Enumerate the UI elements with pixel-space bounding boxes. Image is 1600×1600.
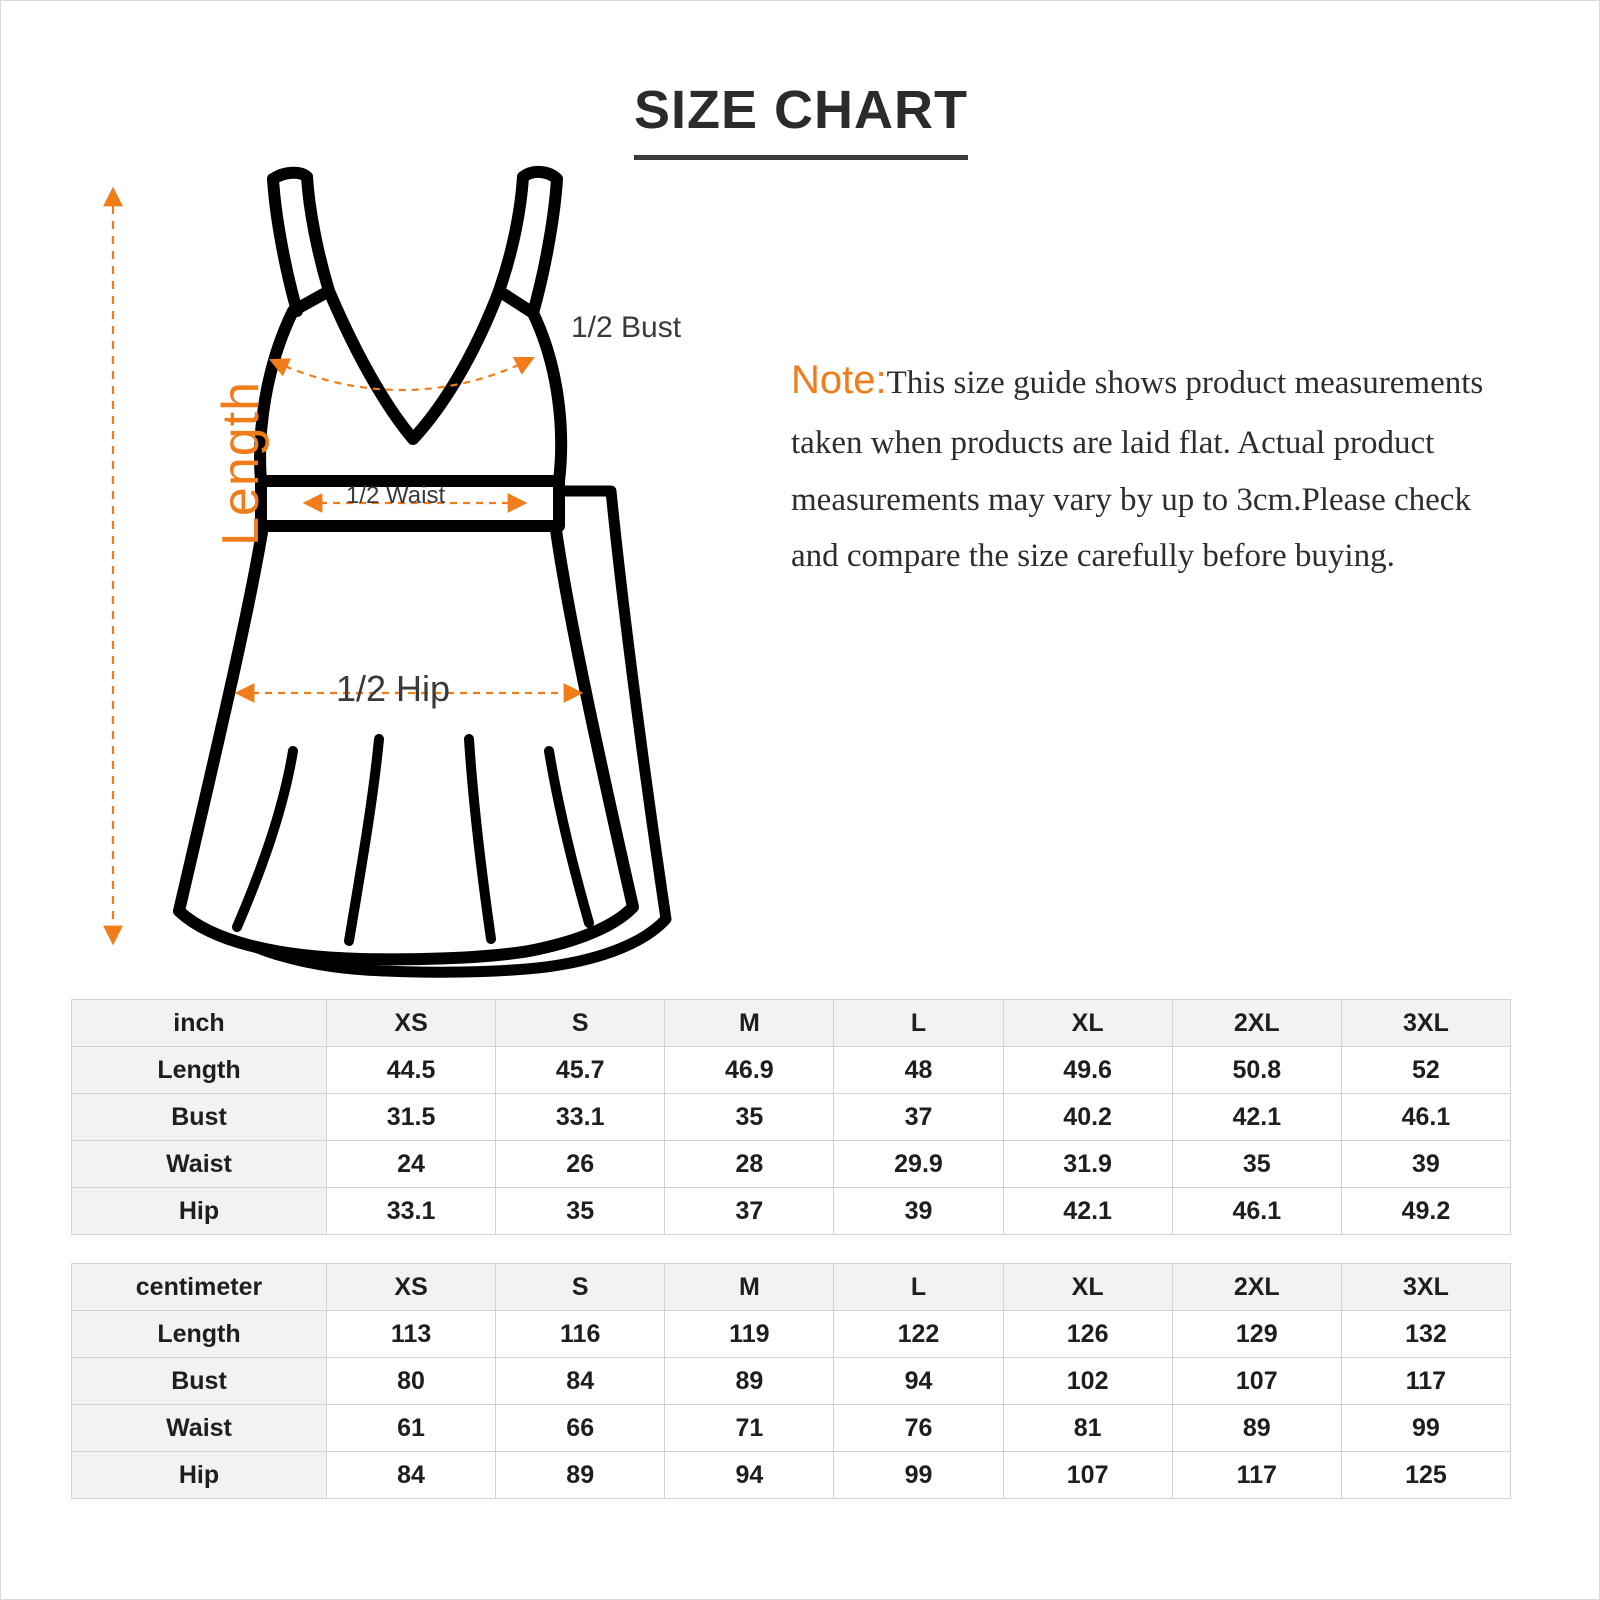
table-row bbox=[72, 1094, 1511, 1141]
cell-bust-2xl: 107 bbox=[1172, 1358, 1341, 1405]
cell-hip-2xl: 117 bbox=[1172, 1452, 1341, 1499]
note-body: This size guide shows product measurements taken when products are laid flat. Actual product measurements may vary by up to 3cm.Please check and compare the size carefully before buying. bbox=[791, 365, 1484, 575]
table-row bbox=[72, 1047, 1511, 1094]
col-header-2xl: 2XL bbox=[1172, 1264, 1341, 1311]
cell-hip-s: 89 bbox=[496, 1452, 665, 1499]
page-title: SIZE CHART bbox=[634, 79, 968, 160]
cell-length-3xl: 132 bbox=[1341, 1311, 1510, 1358]
cell-length-l: 122 bbox=[834, 1311, 1003, 1358]
cell-waist-xs: 61 bbox=[327, 1405, 496, 1452]
cell-bust-xl: 102 bbox=[1003, 1358, 1172, 1405]
cell-length-3xl: 52 bbox=[1341, 1047, 1510, 1094]
cell-bust-xl: 40.2 bbox=[1003, 1094, 1172, 1141]
col-header-xl: XL bbox=[1003, 1264, 1172, 1311]
cell-hip-xl: 107 bbox=[1003, 1452, 1172, 1499]
note-block bbox=[791, 346, 1521, 585]
col-header-xl: XL bbox=[1003, 1000, 1172, 1047]
col-header-xs: XS bbox=[327, 1000, 496, 1047]
cell-bust-m: 35 bbox=[665, 1094, 834, 1141]
cell-length-l: 48 bbox=[834, 1047, 1003, 1094]
cell-length-2xl: 50.8 bbox=[1172, 1047, 1341, 1094]
cell-hip-2xl: 46.1 bbox=[1172, 1188, 1341, 1235]
row-label-waist: Waist bbox=[72, 1141, 327, 1188]
half-bust-label: 1/2 Bust bbox=[571, 311, 682, 344]
cell-bust-s: 33.1 bbox=[496, 1094, 665, 1141]
inch-size-table bbox=[71, 999, 1511, 1235]
cell-bust-3xl: 46.1 bbox=[1341, 1094, 1510, 1141]
col-header-l: L bbox=[834, 1264, 1003, 1311]
table-header-row bbox=[72, 1000, 1511, 1047]
col-header-l: L bbox=[834, 1000, 1003, 1047]
cell-bust-xs: 80 bbox=[327, 1358, 496, 1405]
cell-hip-xs: 33.1 bbox=[327, 1188, 496, 1235]
row-label-hip: Hip bbox=[72, 1188, 327, 1235]
cell-waist-m: 71 bbox=[665, 1405, 834, 1452]
centimeter-size-table bbox=[71, 1263, 1511, 1499]
cell-waist-3xl: 39 bbox=[1341, 1141, 1510, 1188]
table-row bbox=[72, 1141, 1511, 1188]
cell-length-s: 116 bbox=[496, 1311, 665, 1358]
cell-hip-m: 94 bbox=[665, 1452, 834, 1499]
half-hip-label: 1/2 Hip bbox=[336, 668, 451, 709]
table-row bbox=[72, 1405, 1511, 1452]
row-label-hip: Hip bbox=[72, 1452, 327, 1499]
table-row bbox=[72, 1311, 1511, 1358]
cell-length-xl: 126 bbox=[1003, 1311, 1172, 1358]
cell-hip-xs: 84 bbox=[327, 1452, 496, 1499]
table-row bbox=[72, 1188, 1511, 1235]
cell-waist-l: 29.9 bbox=[834, 1141, 1003, 1188]
cell-length-xs: 113 bbox=[327, 1311, 496, 1358]
col-header-xs: XS bbox=[327, 1264, 496, 1311]
table-row bbox=[72, 1452, 1511, 1499]
table-row bbox=[72, 1358, 1511, 1405]
centimeter-table-block bbox=[71, 1263, 1511, 1499]
row-label-waist: Waist bbox=[72, 1405, 327, 1452]
dress-illustration bbox=[61, 151, 761, 991]
row-label-bust: Bust bbox=[72, 1094, 327, 1141]
cell-hip-m: 37 bbox=[665, 1188, 834, 1235]
cell-waist-3xl: 99 bbox=[1341, 1405, 1510, 1452]
unit-header: inch bbox=[72, 1000, 327, 1047]
cell-bust-2xl: 42.1 bbox=[1172, 1094, 1341, 1141]
page-title-wrap bbox=[1, 79, 1600, 160]
col-header-3xl: 3XL bbox=[1341, 1000, 1510, 1047]
cell-bust-l: 37 bbox=[834, 1094, 1003, 1141]
row-label-length: Length bbox=[72, 1311, 327, 1358]
cell-bust-xs: 31.5 bbox=[327, 1094, 496, 1141]
row-label-length: Length bbox=[72, 1047, 327, 1094]
cell-hip-3xl: 49.2 bbox=[1341, 1188, 1510, 1235]
cell-bust-l: 94 bbox=[834, 1358, 1003, 1405]
cell-length-xs: 44.5 bbox=[327, 1047, 496, 1094]
cell-waist-xl: 31.9 bbox=[1003, 1141, 1172, 1188]
cell-waist-2xl: 35 bbox=[1172, 1141, 1341, 1188]
col-header-m: M bbox=[665, 1264, 834, 1311]
cell-hip-xl: 42.1 bbox=[1003, 1188, 1172, 1235]
cell-length-m: 46.9 bbox=[665, 1047, 834, 1094]
col-header-s: S bbox=[496, 1264, 665, 1311]
cell-waist-m: 28 bbox=[665, 1141, 834, 1188]
row-label-bust: Bust bbox=[72, 1358, 327, 1405]
cell-waist-xl: 81 bbox=[1003, 1405, 1172, 1452]
unit-header: centimeter bbox=[72, 1264, 327, 1311]
cell-waist-l: 76 bbox=[834, 1405, 1003, 1452]
col-header-s: S bbox=[496, 1000, 665, 1047]
cell-length-2xl: 129 bbox=[1172, 1311, 1341, 1358]
cell-length-s: 45.7 bbox=[496, 1047, 665, 1094]
note-heading: Note: bbox=[791, 358, 887, 402]
table-header-row bbox=[72, 1264, 1511, 1311]
cell-hip-3xl: 125 bbox=[1341, 1452, 1510, 1499]
cell-length-m: 119 bbox=[665, 1311, 834, 1358]
cell-waist-s: 26 bbox=[496, 1141, 665, 1188]
inch-table-block bbox=[71, 999, 1511, 1235]
cell-waist-2xl: 89 bbox=[1172, 1405, 1341, 1452]
cell-waist-s: 66 bbox=[496, 1405, 665, 1452]
cell-bust-3xl: 117 bbox=[1341, 1358, 1510, 1405]
col-header-2xl: 2XL bbox=[1172, 1000, 1341, 1047]
cell-length-xl: 49.6 bbox=[1003, 1047, 1172, 1094]
cell-waist-xs: 24 bbox=[327, 1141, 496, 1188]
half-waist-label: 1/2 Waist bbox=[346, 482, 446, 509]
cell-hip-l: 99 bbox=[834, 1452, 1003, 1499]
col-header-3xl: 3XL bbox=[1341, 1264, 1510, 1311]
cell-hip-s: 35 bbox=[496, 1188, 665, 1235]
length-label: Length bbox=[212, 380, 270, 546]
cell-hip-l: 39 bbox=[834, 1188, 1003, 1235]
cell-bust-m: 89 bbox=[665, 1358, 834, 1405]
col-header-m: M bbox=[665, 1000, 834, 1047]
cell-bust-s: 84 bbox=[496, 1358, 665, 1405]
